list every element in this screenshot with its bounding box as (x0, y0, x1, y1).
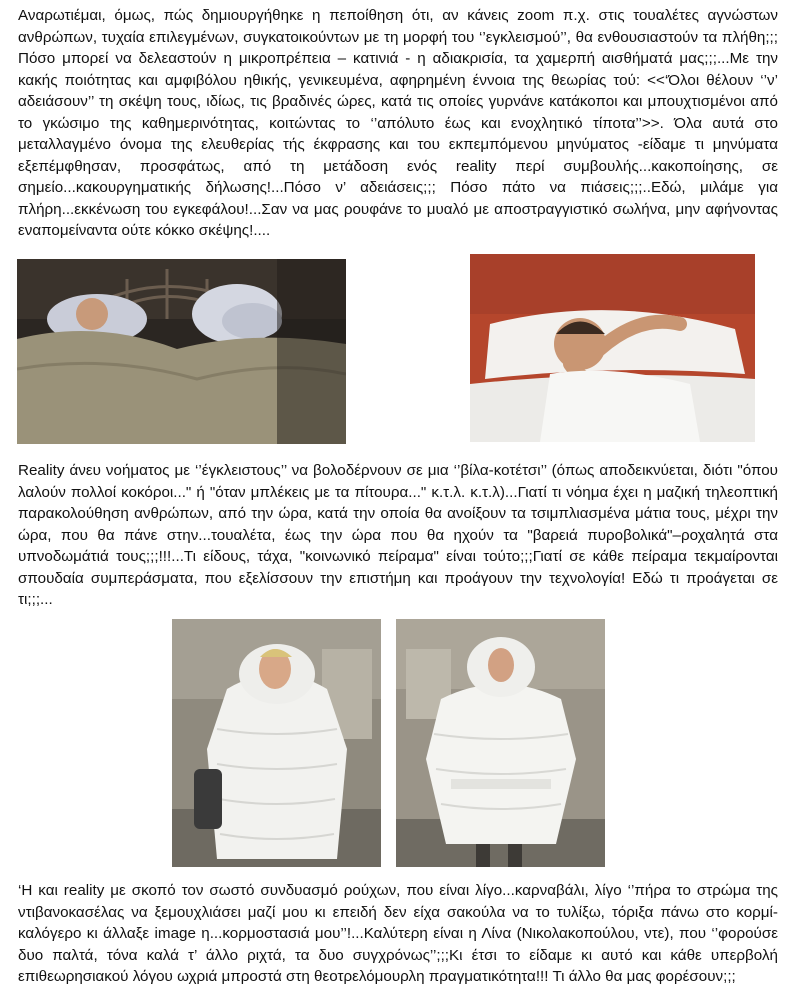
photo-man-yawning (470, 254, 755, 442)
photo-woman-puffer-coat (396, 619, 605, 867)
photo-couple-in-bed (17, 259, 346, 444)
photo-man-puffer-coat (172, 619, 381, 867)
paragraph-3: ‘Η και reality με σκοπό τον σωστό συνδυασμό ρούχων, που είναι λίγο...καρναβάλι, λίγο ‘’πήρα το στρώμα της ντιβανοκασέλας να ξεμουχλιάσει μαζί μου κι επειδή δεν είχα σακούλα να το τυλίξω, τόριξα πάνω στο κορμί-καλόγερο κι άλλαξε image η...κορμοστασιά μου’’!...Καλύτερη είναι η Λίνα (Νικολακοπούλου, ντε), που ‘’φορούσε δυο παλτά, τόνα καλά τ’ άλλο ριχτά, τα δυο συγχρόνως’’;;;Κι έτσι το είδαμε κι αυτό και κάθε υπερβολή επιθεωρησιακού λόγου ωχριά μπροστά στη θεοτρελόμουρλη πραγματικότητα!!! Τι άλλο θα μας φορέσουν;;; (18, 882, 778, 985)
paragraph-2: Reality άνευ νοήματος με ‘’έγκλειστους’’ να βολοδέρνουν σε μια ‘’βίλα-κοτέτσι’’ (όπως αποδεικνύεται, διότι "όπου λαλούν πολλοί κοκόροι..." ή "όταν μπλέκεις με τα πίτουρα..." κ.τ.λ. κ.τ.λ)...Γιατί τι νόημα έχει η μαζική τηλεοπτική παρακολούθηση ανθρώπων, από την ώρα, κατά την οποία θα ανοίξουν τα τσιμπλιασμένα μάτια τους, μέχρι την ώρα, που θα πάνε στην...τουαλέτα, έως την ώρα που θα ηχούν τα "βαρειά πυροβολικά"–ροχαλητά στα υπνοδωμάτιά τους;;;!!!...Τι είδους, τάχα, "κοινωνικό πείραμα" είναι τούτο;;;Γιατί σε κάθε πείραμα τεκμαίρονται σπουδαία συμπεράσματα, που εξελίσσουν την επιστήμη και προάγουν την τεχνολογία! Εδώ τι προάγεται σε τι;;;... (18, 462, 778, 608)
paragraph-1: Αναρωτιέμαι, όμως, πώς δημιουργήθηκε η πεποίθηση ότι, αν κάνεις zoom π.χ. στις τουαλέτες αγνώστων ανθρώπων, τυχαία επιλεγμένων, συγκατοικούντων με τη μορφή του ‘’εγκλεισμού’’, θα ενθουσιαστούν τα πλήθη;;; Πόσο μπορεί να δελεαστούν η μικροπρέπεια – κατινιά - η αδιακρισία, τα χαμερπή αισθήματά μας;;;...Με την κακής ποιότητας και αμφιβόλου ηθικής, γενικευμένα, αφηρημένη έννοια της θεωρίας τού: <<‘Όλοι θέλουν ‘’ν’ αδειάσουν’’ τη σκέψη τους, ιδίως, τις βραδινές ώρες, κατά τις οποίες γυρνάνε κατάκοποι και μπουχτισμένοι από το γκώσιμο της καθημερινότητας, κοιτώντας το ‘’απόλυτο έως και ενοχλητικό τίποτα’’>>. Όλα αυτά στο μεταλλαγμένο όνομα της ελευθερίας τής έκφρασης και του εκπεμπόμενου μηνύματος -είδαμε τι μηνύματα εξεπέμφθησαν, προσφάτως, από τη μετάδοση ενός reality περί συμβουλής...κακοποίησης, σε σημείο...κακουργηματικής δήλωσης!...Πόσο ν’ αδειάσεις;;; Πόσο πάτο να πιάσεις;;;..Εδώ, μιλάμε για πλήρη...εκκένωση του εγκεφάλου!...Σαν να μας ρουφάνε το μυαλό με αποστραγγιστικό σωλήνα, μην αφήνοντας εναπομείναντα ούτε κόκκο σκέψης!.... (18, 7, 778, 239)
